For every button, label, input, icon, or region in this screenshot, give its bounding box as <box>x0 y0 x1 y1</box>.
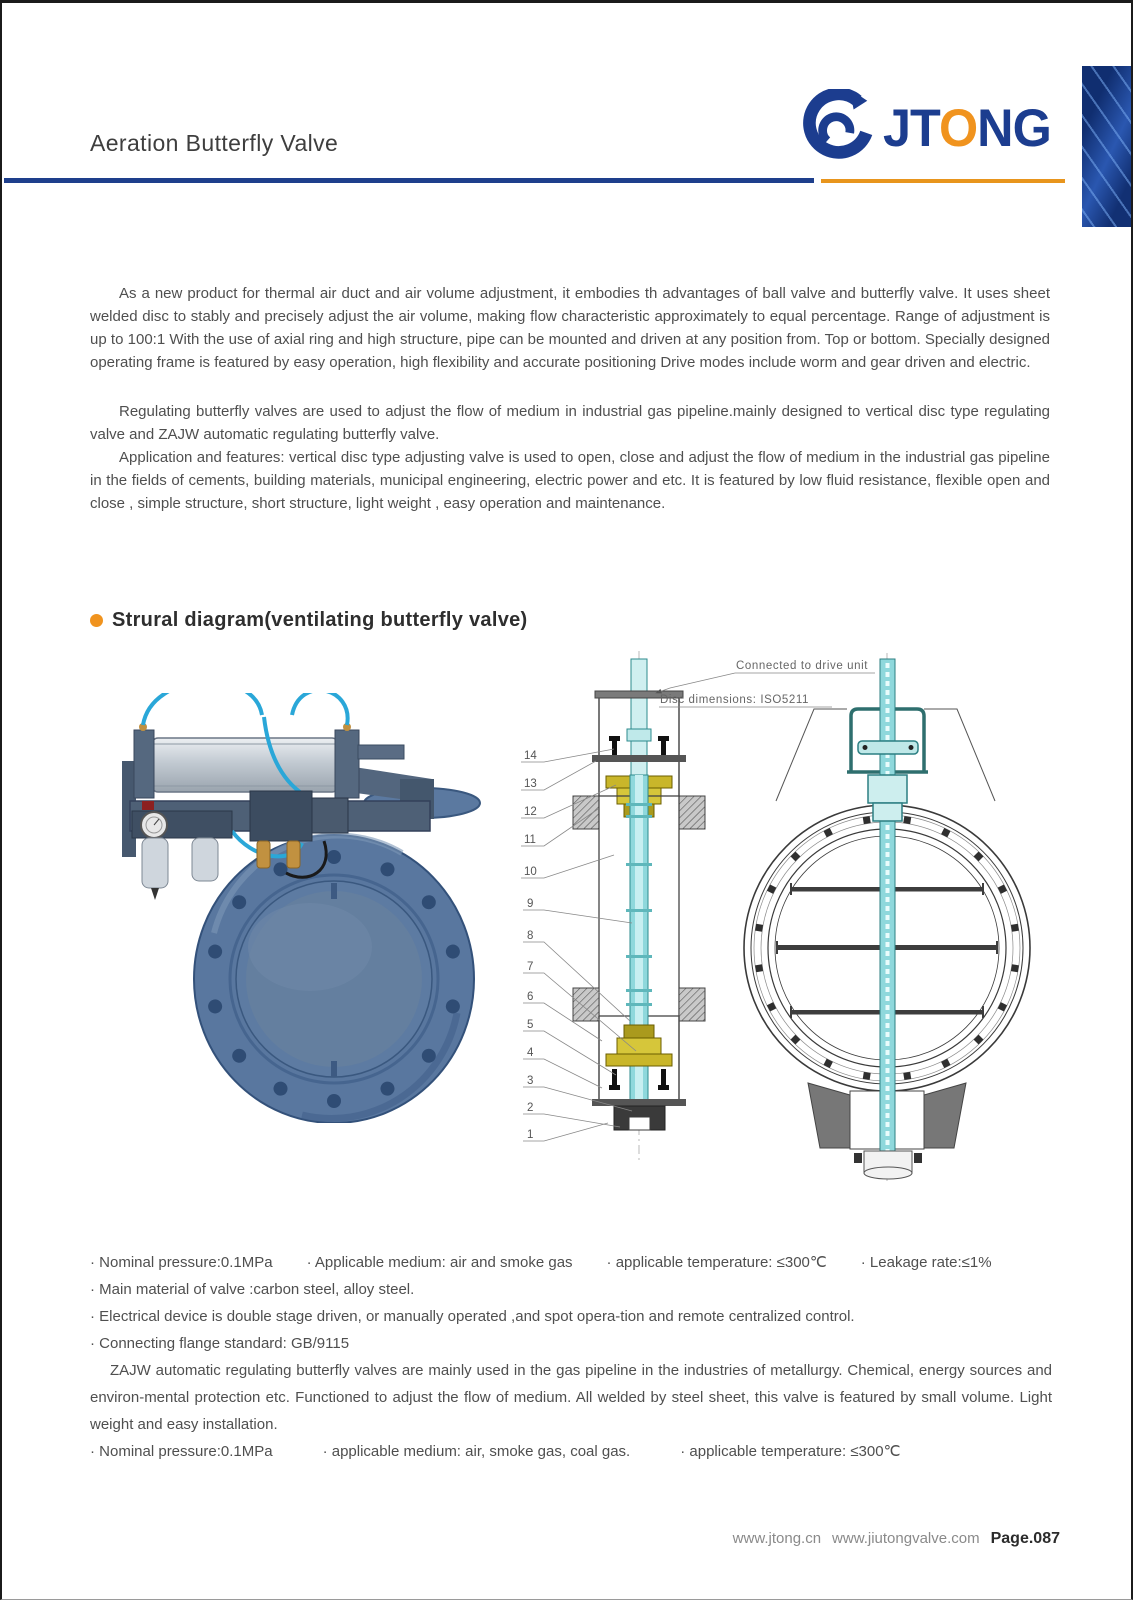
page-footer <box>733 1530 1060 1548</box>
callout-8: 8 <box>527 930 534 942</box>
page-title: Aeration Butterfly Valve <box>90 130 339 156</box>
spec-electrical-device: · Electrical device is double stage driven, or manually operated ,and spot opera-tion and remote centralized control. <box>90 1308 855 1325</box>
spec2-applicable-medium: · applicable medium: air, smoke gas, coal gas. <box>322 1443 631 1460</box>
logo-jt: JT <box>883 98 939 158</box>
spec-leakage-rate: · Leakage rate:≤1% <box>860 1254 992 1271</box>
footer-url-jtong: www.jtong.cn <box>732 1530 822 1547</box>
annotation-drive-unit: Connected to drive unit <box>736 660 869 672</box>
iso-flange <box>858 741 918 821</box>
header-divider-blue <box>4 178 814 183</box>
intro-paragraph-2: Regulating butterfly valves are used to adjust the flow of medium in industrial gas pipeline.mainly designed to vertical disc type regulating valve and ZAJW automatic regulating butterfly valve. <box>90 403 1050 443</box>
spec-main-material: · Main material of valve :carbon steel, alloy steel. <box>90 1281 415 1298</box>
zajw-paragraph: ZAJW automatic regulating butterfly valves are mainly used in the gas pipeline in the industries of metallurgy. Chemical, energy sources and environ-mental protection etc. Functioned to adjust the flow of medium. All welded by steel sheet, this valve is featured by small volume. Light weight and easy installation. <box>90 1362 1052 1433</box>
intro-block-1 <box>90 282 1050 374</box>
product-photo <box>97 693 507 1123</box>
callout-9: 9 <box>527 898 534 910</box>
valve-flange-photo <box>194 835 474 1123</box>
jtong-logo-text <box>883 98 1051 159</box>
intro-paragraph-3: Application and features: vertical disc type adjusting valve is used to open, close and adjust the flow of medium in the industrial gas pipeline in the fields of cements, building materials, municipal engineering, electric power and etc. It is featured by low fluid resistance, flexible open and close , simple structure, short structure, light weight , easy operation and maintenance. <box>90 449 1050 512</box>
bullet-dot-icon <box>90 614 103 627</box>
structural-diagram <box>502 648 1067 1183</box>
callout-1: 1 <box>527 1129 534 1141</box>
callout-13: 13 <box>524 778 537 790</box>
filter-regulator-photo <box>132 801 232 900</box>
jtong-logo-swirl-icon <box>799 89 877 167</box>
spec-row-2 <box>90 1438 1052 1465</box>
intro-block-2 <box>90 400 1050 515</box>
logo-ng: NG <box>977 98 1051 158</box>
spec-row-1 <box>90 1249 1052 1276</box>
spec2-nominal-pressure: · Nominal pressure:0.1MPa <box>90 1443 273 1460</box>
annotation-disc-dimensions: Disc dimensions: ISO5211 <box>660 694 810 706</box>
callout-11: 11 <box>524 834 536 846</box>
cross-section-view <box>573 651 705 1163</box>
spec-nominal-pressure: · Nominal pressure:0.1MPa <box>90 1254 273 1271</box>
specifications <box>90 1249 1052 1465</box>
front-view-diagram <box>744 653 1030 1181</box>
page-number: Page.087 <box>990 1530 1060 1547</box>
callout-10: 10 <box>524 866 537 878</box>
spec-connecting-flange: · Connecting flange standard: GB/9115 <box>90 1335 350 1352</box>
logo-o: O <box>938 98 978 158</box>
jtong-logo <box>799 89 1060 167</box>
spec2-applicable-temperature: · applicable temperature: ≤300℃ <box>680 1443 901 1460</box>
callout-6: 6 <box>527 991 534 1003</box>
spec-applicable-temperature: · applicable temperature: ≤300℃ <box>606 1254 827 1271</box>
section-heading <box>90 609 528 632</box>
spec-applicable-medium: · Applicable medium: air and smoke gas <box>306 1254 573 1271</box>
intro-paragraph-1: As a new product for thermal air duct and air volume adjustment, it embodies th advantages of ball valve and butterfly valve. It uses sheet welded disc to stably and precisely adjust the air volume, making flow characteristic approximately to equal percentage. Range of adjustment is up to 100:1 With the use of axial ring and high structure, pipe can be mounted and driven at any position from. Top or bottom. Specially designed operating frame is featured by easy operation, high flexibility and accurate positioning Drive modes include worm and gear driven and electric. <box>90 285 1050 371</box>
section-title: Strural diagram(ventilating butterfly valve) <box>112 609 528 631</box>
callout-12: 12 <box>524 806 537 818</box>
diagram-annotations <box>656 660 875 707</box>
callout-4: 4 <box>527 1047 534 1059</box>
callout-7: 7 <box>527 961 534 973</box>
callout-14: 14 <box>524 750 537 762</box>
bottom-cap <box>854 1151 922 1179</box>
callout-5: 5 <box>527 1019 534 1031</box>
callout-3: 3 <box>527 1075 534 1087</box>
corner-stripe-decoration <box>1082 66 1133 227</box>
header-divider-orange <box>821 179 1065 183</box>
footer-url-jiutongvalve: www.jiutongvalve.com <box>832 1530 980 1547</box>
callout-2: 2 <box>527 1102 534 1114</box>
